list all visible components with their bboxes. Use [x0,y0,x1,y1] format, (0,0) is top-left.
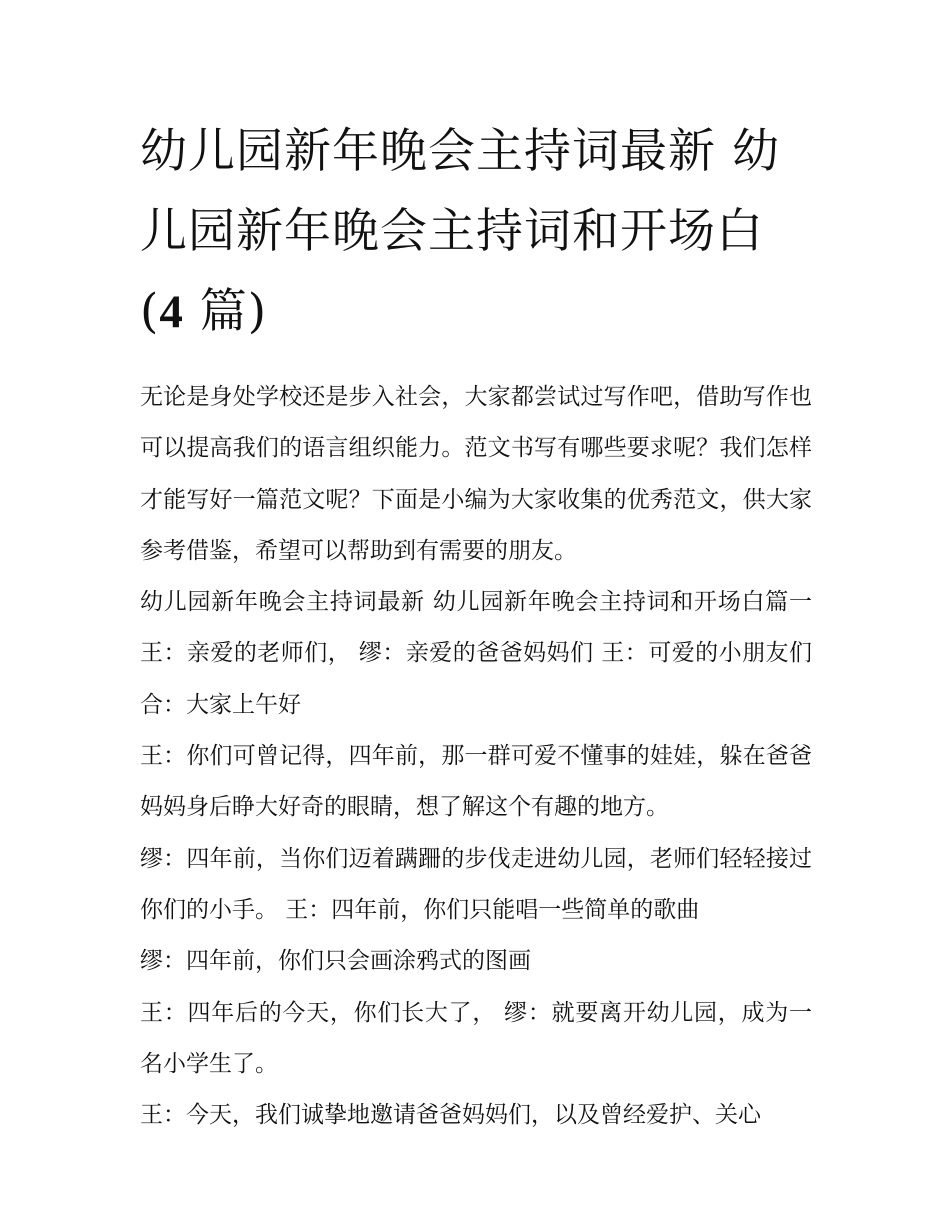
title-suffix: 篇) [183,284,268,339]
document-title [140,112,812,352]
paragraph-dialogue: 王：四年后的今天，你们长大了， 缪：就要离开幼儿园，成为一名小学生了。 [140,999,812,1077]
title-paren-open: ( [140,284,160,339]
paragraph-chapter-heading: 幼儿园新年晚会主持词最新 幼儿园新年晚会主持词和开场白篇一 王：亲爱的老师们， 缪：亲爱的爸爸妈妈们 王：可爱的小朋友们 合：大家上午好 [140,589,812,718]
document-page [140,112,812,1141]
paragraph-dialogue: 王：你们可曾记得，四年前，那一群可爱不懂事的娃娃，躲在爸爸妈妈身后睁大好奇的眼睛，想了解这个有趣的地方。 [140,743,812,821]
paragraph-dialogue: 缪：四年前，当你们迈着蹒跚的步伐走进幼儿园，老师们轻轻接过你们的小手。 王：四年前，你们只能唱一些简单的歌曲 [140,845,812,923]
title-number: 4 [159,286,184,338]
document-body [140,372,812,1141]
intro-paragraph: 无论是身处学校还是步入社会，大家都尝试过写作吧，借助写作也可以提高我们的语言组织能力。范文书写有哪些要求呢？我们怎样才能写好一篇范文呢？下面是小编为大家收集的优秀范文，供大家参考借鉴，希望可以帮助到有需要的朋友。 [140,384,812,564]
paragraph-dialogue: 王：今天，我们诚挚地邀请爸爸妈妈们，以及曾经爱护、关心 [140,1102,761,1129]
paragraph-dialogue: 缪：四年前，你们只会画涂鸦式的图画 [140,948,531,975]
title-text: 幼儿园新年晚会主持词最新 幼儿园新年晚会主持词和开场白 [140,124,780,259]
